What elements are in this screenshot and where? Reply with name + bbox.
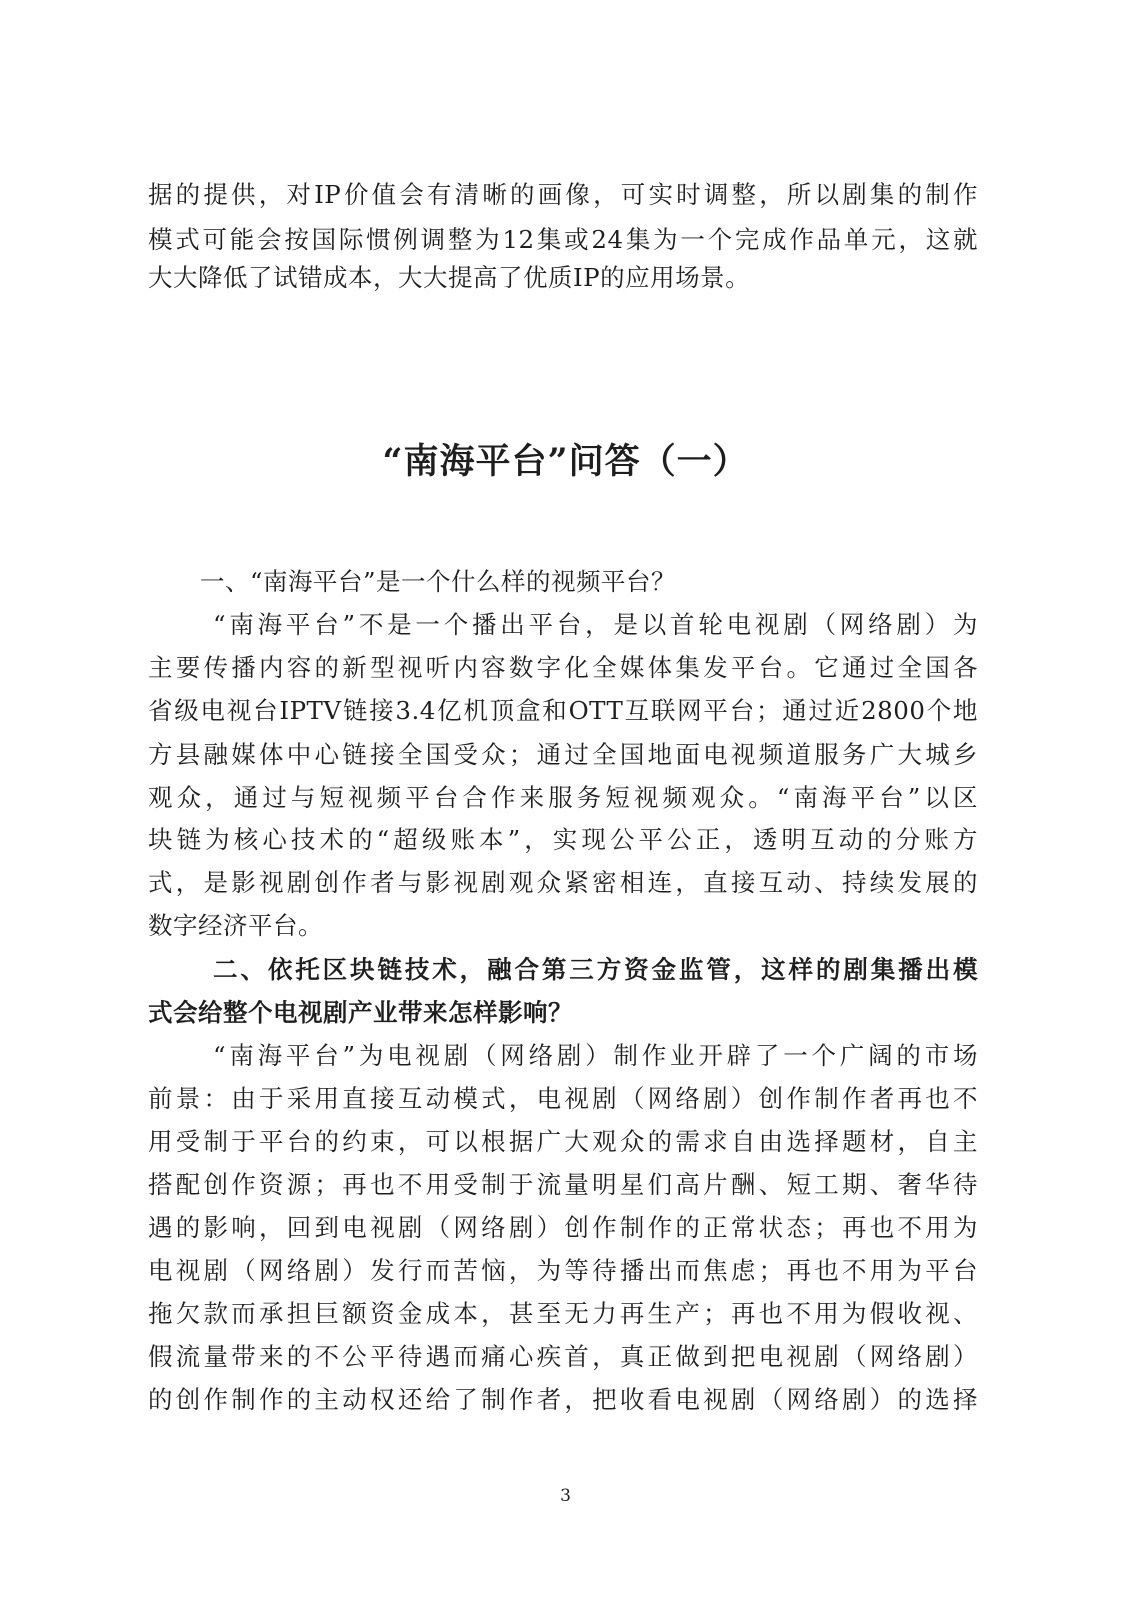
- question-heading: 式会给整个电视剧产业带来怎样影响？: [148, 998, 573, 1027]
- section-title: “南海平台”问答（一）: [382, 441, 749, 482]
- answer-line: 电视剧（网络剧）发行而苦恼，为等待播出而焦虑；再也不用为平台: [148, 1256, 978, 1285]
- intro-line: 大大降低了试错成本，大大提高了优质IP的应用场景。: [148, 263, 751, 292]
- question-heading: 一、“南海平台”是一个什么样的视频平台？: [200, 567, 677, 596]
- answer-line: 的创作制作的主动权还给了制作者，把收看电视剧（网络剧）的选择: [148, 1385, 978, 1414]
- answer-line: 省级电视台IPTV链接3.4亿机顶盒和OTT互联网平台；通过近2800个地: [148, 696, 978, 725]
- answer-line: 假流量带来的不公平待遇而痛心疾首，真正做到把电视剧（网络剧）: [148, 1342, 978, 1371]
- answer-line: 主要传播内容的新型视听内容数字化全媒体集发平台。它通过全国各: [148, 653, 978, 682]
- answer-line: 前景：由于采用直接互动模式，电视剧（网络剧）创作制作者再也不: [148, 1084, 978, 1113]
- answer-line: “南海平台”为电视剧（网络剧）制作业开辟了一个广阔的市场: [213, 1041, 978, 1070]
- answer-line: 搭配创作资源；再也不用受制于流量明星们高片酬、短工期、奢华待: [148, 1170, 978, 1199]
- answer-line: 拖欠款而承担巨额资金成本，甚至无力再生产；再也不用为假收视、: [148, 1299, 978, 1328]
- answer-line: 遇的影响，回到电视剧（网络剧）创作制作的正常状态；再也不用为: [148, 1213, 978, 1242]
- answer-line: 用受制于平台的约束，可以根据广大观众的需求自由选择题材，自主: [148, 1127, 978, 1156]
- intro-line: 据的提供，对IP价值会有清晰的画像，可实时调整，所以剧集的制作: [148, 180, 978, 209]
- page-number: 3: [560, 1486, 571, 1506]
- answer-line: 块链为核心技术的“超级账本”，实现公平公正，透明互动的分账方: [148, 825, 978, 854]
- intro-line: 模式可能会按国际惯例调整为12集或24集为一个完成作品单元，这就: [148, 225, 978, 254]
- answer-line: 式，是影视剧创作者与影视剧观众紧密相连，直接互动、持续发展的: [148, 868, 978, 897]
- answer-line: 观众，通过与短视频平台合作来服务短视频观众。“南海平台”以区: [148, 783, 978, 812]
- answer-line: “南海平台”不是一个播出平台，是以首轮电视剧（网络剧）为: [213, 610, 978, 639]
- answer-line: 方县融媒体中心链接全国受众；通过全国地面电视频道服务广大城乡: [148, 740, 978, 769]
- answer-line: 数字经济平台。: [148, 911, 323, 940]
- question-heading: 二、依托区块链技术，融合第三方资金监管，这样的剧集播出模: [213, 955, 978, 984]
